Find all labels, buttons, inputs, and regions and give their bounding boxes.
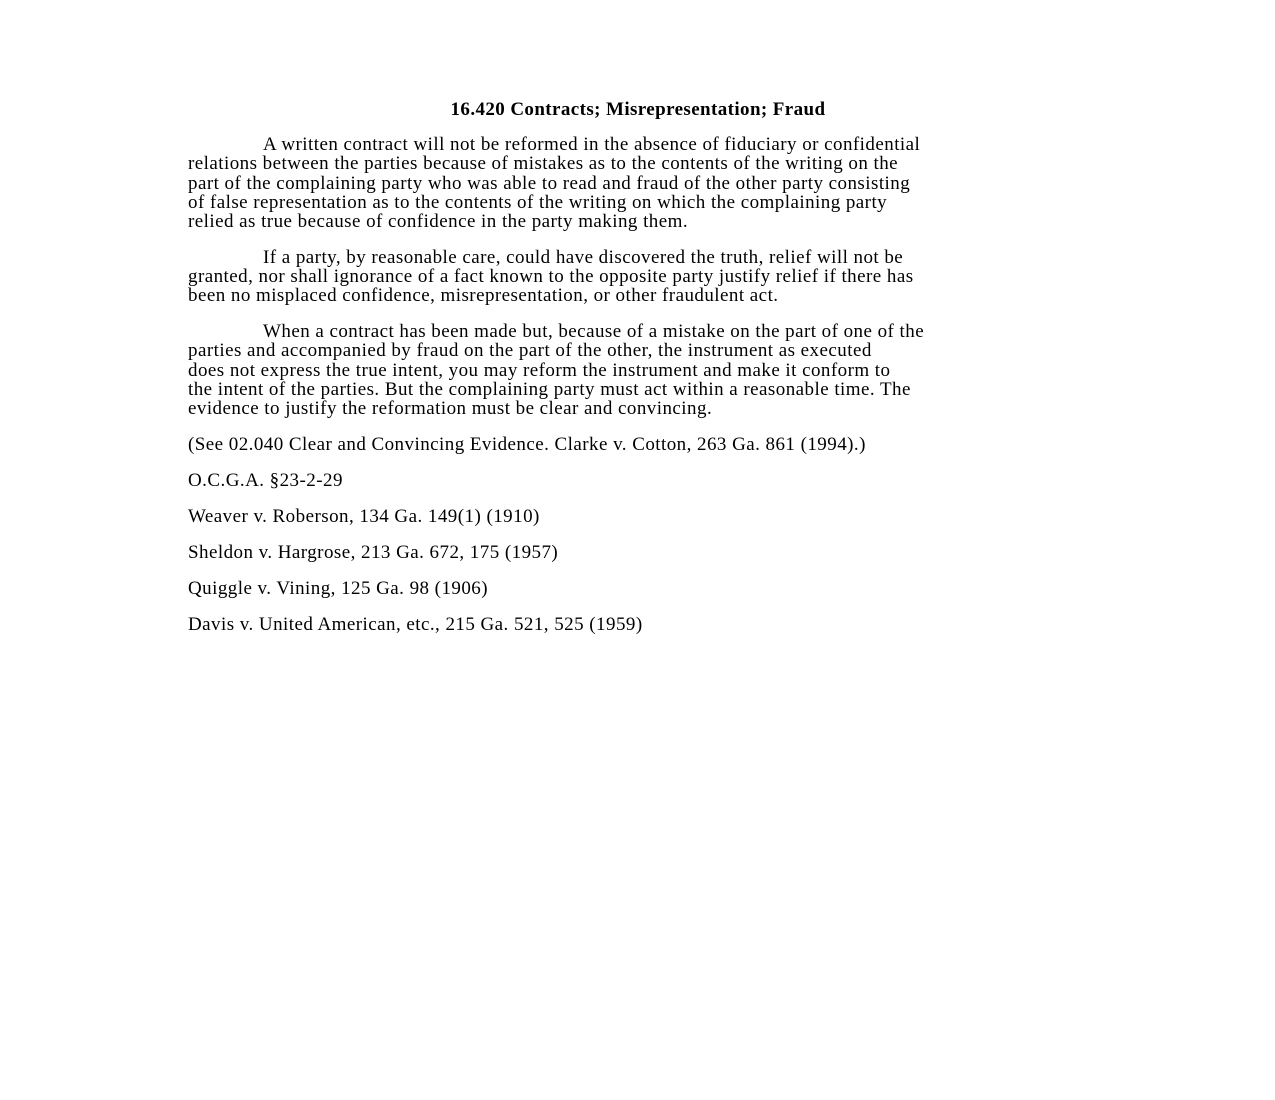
paragraph-line: relations between the parties because of mistakes as to the contents of the writing on the xyxy=(188,153,899,175)
document-title: 16.420 Contracts; Misrepresentation; Fraud xyxy=(450,99,826,120)
paragraph-line: parties and accompanied by fraud on the part of the other, the instrument as executed xyxy=(188,340,872,362)
paragraph-3 xyxy=(188,322,1098,418)
paragraph-line: evidence to justify the reformation must be clear and convincing. xyxy=(188,398,713,419)
citation-case: Davis v. United American, etc., 215 Ga. 521, 525 (1959) xyxy=(188,613,643,635)
paragraph-2 xyxy=(188,248,1098,306)
document-page xyxy=(188,99,1098,651)
paragraph-line: granted, nor shall ignorance of a fact known to the opposite party justify relief if there has xyxy=(188,266,914,287)
paragraph-line: When a contract has been made but, because of a mistake on the part of one of the xyxy=(263,321,925,342)
paragraph-line: If a party, by reasonable care, could have discovered the truth, relief will not be xyxy=(263,246,904,268)
citation-case: Quiggle v. Vining, 125 Ga. 98 (1906) xyxy=(188,577,489,599)
paragraph-line: relied as true because of confidence in the party making them. xyxy=(188,211,689,232)
paragraph-1 xyxy=(188,135,1098,231)
paragraph-line: part of the complaining party who was able to read and fraud of the other party consisting xyxy=(188,172,911,194)
paragraph-line: the intent of the parties. But the complaining party must act within a reasonable time. The xyxy=(188,378,911,400)
citation-statute: O.C.G.A. §23-2-29 xyxy=(188,469,343,491)
paragraph-line: of false representation as to the contents of the writing on which the complaining party xyxy=(188,191,888,213)
paragraph-line: does not express the true intent, you may reform the instrument and make it conform to xyxy=(188,359,891,381)
citation-case: Sheldon v. Hargrose, 213 Ga. 672, 175 (1957) xyxy=(188,541,559,563)
paragraph-line: been no misplaced confidence, misrepresentation, or other fraudulent act. xyxy=(188,285,779,307)
citation-see-also: (See 02.040 Clear and Convincing Evidence. Clarke v. Cotton, 263 Ga. 861 (1994).) xyxy=(188,433,866,455)
paragraph-line: A written contract will not be reformed in the absence of fiduciary or confidential xyxy=(263,134,921,155)
citation-case: Weaver v. Roberson, 134 Ga. 149(1) (1910) xyxy=(188,505,540,527)
